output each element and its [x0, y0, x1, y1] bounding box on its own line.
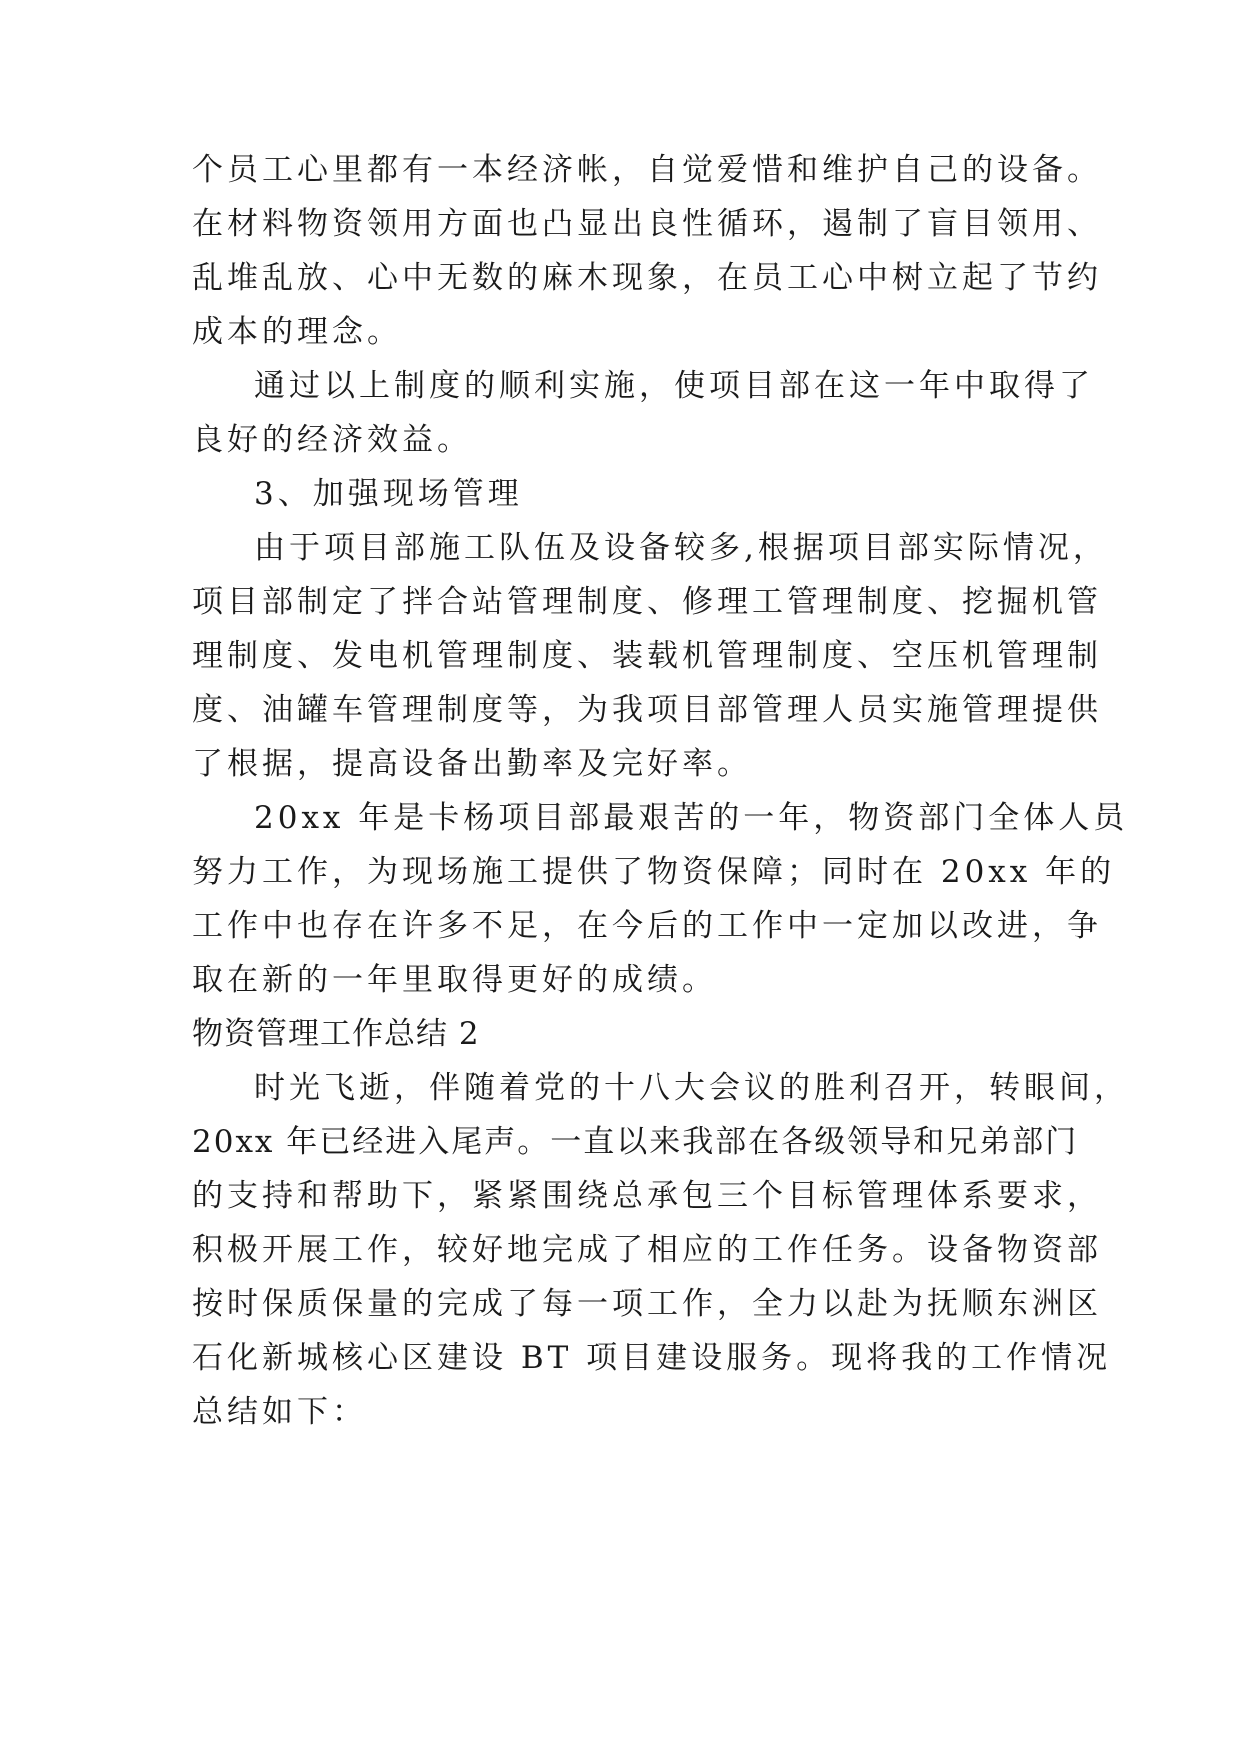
paragraph-line: 按时保质保量的完成了每一项工作，全力以赴为抚顺东洲区 — [192, 1286, 1102, 1322]
paragraph-line: 通过以上制度的顺利实施，使项目部在这一年中取得了 — [254, 368, 1094, 404]
paragraph-line: 的支持和帮助下，紧紧围绕总承包三个目标管理体系要求， — [192, 1178, 1102, 1214]
paragraph-line: 理制度、发电机管理制度、装载机管理制度、空压机管理制 — [192, 638, 1102, 674]
paragraph-line: 由于项目部施工队伍及设备较多,根据项目部实际情况， — [254, 530, 1108, 566]
paragraph-line: 石化新城核心区建设 BT 项目建设服务。现将我的工作情况 — [192, 1340, 1112, 1376]
paragraph-line: 乱堆乱放、心中无数的麻木现象，在员工心中树立起了节约 — [192, 260, 1102, 296]
section-heading: 3、加强现场管理 — [254, 476, 523, 512]
paragraph-line: 取在新的一年里取得更好的成绩。 — [192, 962, 717, 998]
paragraph-line: 工作中也存在许多不足，在今后的工作中一定加以改进，争 — [192, 908, 1102, 944]
paragraph-line: 20xx 年已经进入尾声。一直以来我部在各级领导和兄弟部门 — [192, 1124, 1079, 1160]
document-title: 物资管理工作总结 2 — [192, 1016, 480, 1052]
paragraph-line: 努力工作，为现场施工提供了物资保障；同时在 20xx 年的 — [192, 854, 1116, 890]
paragraph-line: 良好的经济效益。 — [192, 422, 472, 458]
paragraph-line: 了根据，提高设备出勤率及完好率。 — [192, 746, 752, 782]
paragraph-line: 度、油罐车管理制度等，为我项目部管理人员实施管理提供 — [192, 692, 1102, 728]
paragraph-line: 在材料物资领用方面也凸显出良性循环，遏制了盲目领用、 — [192, 206, 1102, 242]
paragraph-line: 项目部制定了拌合站管理制度、修理工管理制度、挖掘机管 — [192, 584, 1102, 620]
paragraph-line: 20xx 年是卡杨项目部最艰苦的一年，物资部门全体人员 — [254, 800, 1129, 836]
paragraph-line: 成本的理念。 — [192, 314, 402, 350]
paragraph-line: 积极开展工作，较好地完成了相应的工作任务。设备物资部 — [192, 1232, 1102, 1268]
paragraph-line: 总结如下： — [192, 1394, 367, 1430]
paragraph-line: 个员工心里都有一本经济帐，自觉爱惜和维护自己的设备。 — [192, 152, 1102, 188]
paragraph-line: 时光飞逝，伴随着党的十八大会议的胜利召开，转眼间， — [254, 1070, 1129, 1106]
